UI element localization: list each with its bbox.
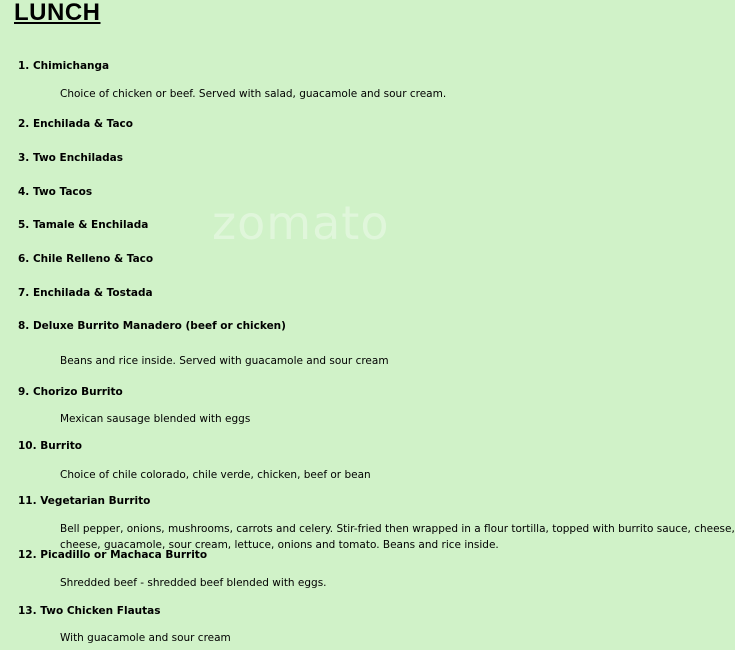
- menu-item-name: 1. Chimichanga: [18, 60, 110, 72]
- menu-item-name: 13. Two Chicken Flautas: [18, 605, 161, 617]
- description-line: Bell pepper, onions, mushrooms, carrots and celery. Stir-fried then wrapped in a flour tortilla, topped with burrito sauce, cheese,: [60, 523, 735, 535]
- menu-item-name: 12. Picadillo or Machaca Burrito: [18, 549, 208, 561]
- menu-item-description: Beans and rice inside. Served with guacamole and sour cream: [60, 355, 389, 367]
- menu-item-description: Mexican sausage blended with eggs: [60, 413, 251, 425]
- menu-item-name: 2. Enchilada & Taco: [18, 118, 133, 130]
- menu-item-name: 4. Two Tacos: [18, 186, 93, 198]
- menu-item-name: 10. Burrito: [18, 440, 82, 452]
- menu-item-name: 7. Enchilada & Tostada: [18, 287, 153, 299]
- watermark: zomato: [212, 196, 390, 250]
- menu-item-description: Shredded beef - shredded beef blended with eggs.: [60, 577, 327, 589]
- menu-item-description: With guacamole and sour cream: [60, 632, 231, 644]
- menu-item-description: Choice of chile colorado, chile verde, chicken, beef or bean: [60, 469, 371, 481]
- menu-item-name: 8. Deluxe Burrito Manadero (beef or chicken): [18, 320, 286, 332]
- menu-item-name: 5. Tamale & Enchilada: [18, 219, 149, 231]
- menu-item-name: 3. Two Enchiladas: [18, 152, 124, 164]
- page-title: LUNCH: [14, 0, 101, 26]
- menu-item-name: 6. Chile Relleno & Taco: [18, 253, 154, 265]
- menu-item-description: Choice of chicken or beef. Served with salad, guacamole and sour cream.: [60, 88, 447, 100]
- menu-item-name: 9. Chorizo Burrito: [18, 386, 123, 398]
- description-line: cheese, guacamole, sour cream, lettuce, onions and tomato. Beans and rice inside.: [60, 539, 499, 551]
- menu-item-name: 11. Vegetarian Burrito: [18, 495, 151, 507]
